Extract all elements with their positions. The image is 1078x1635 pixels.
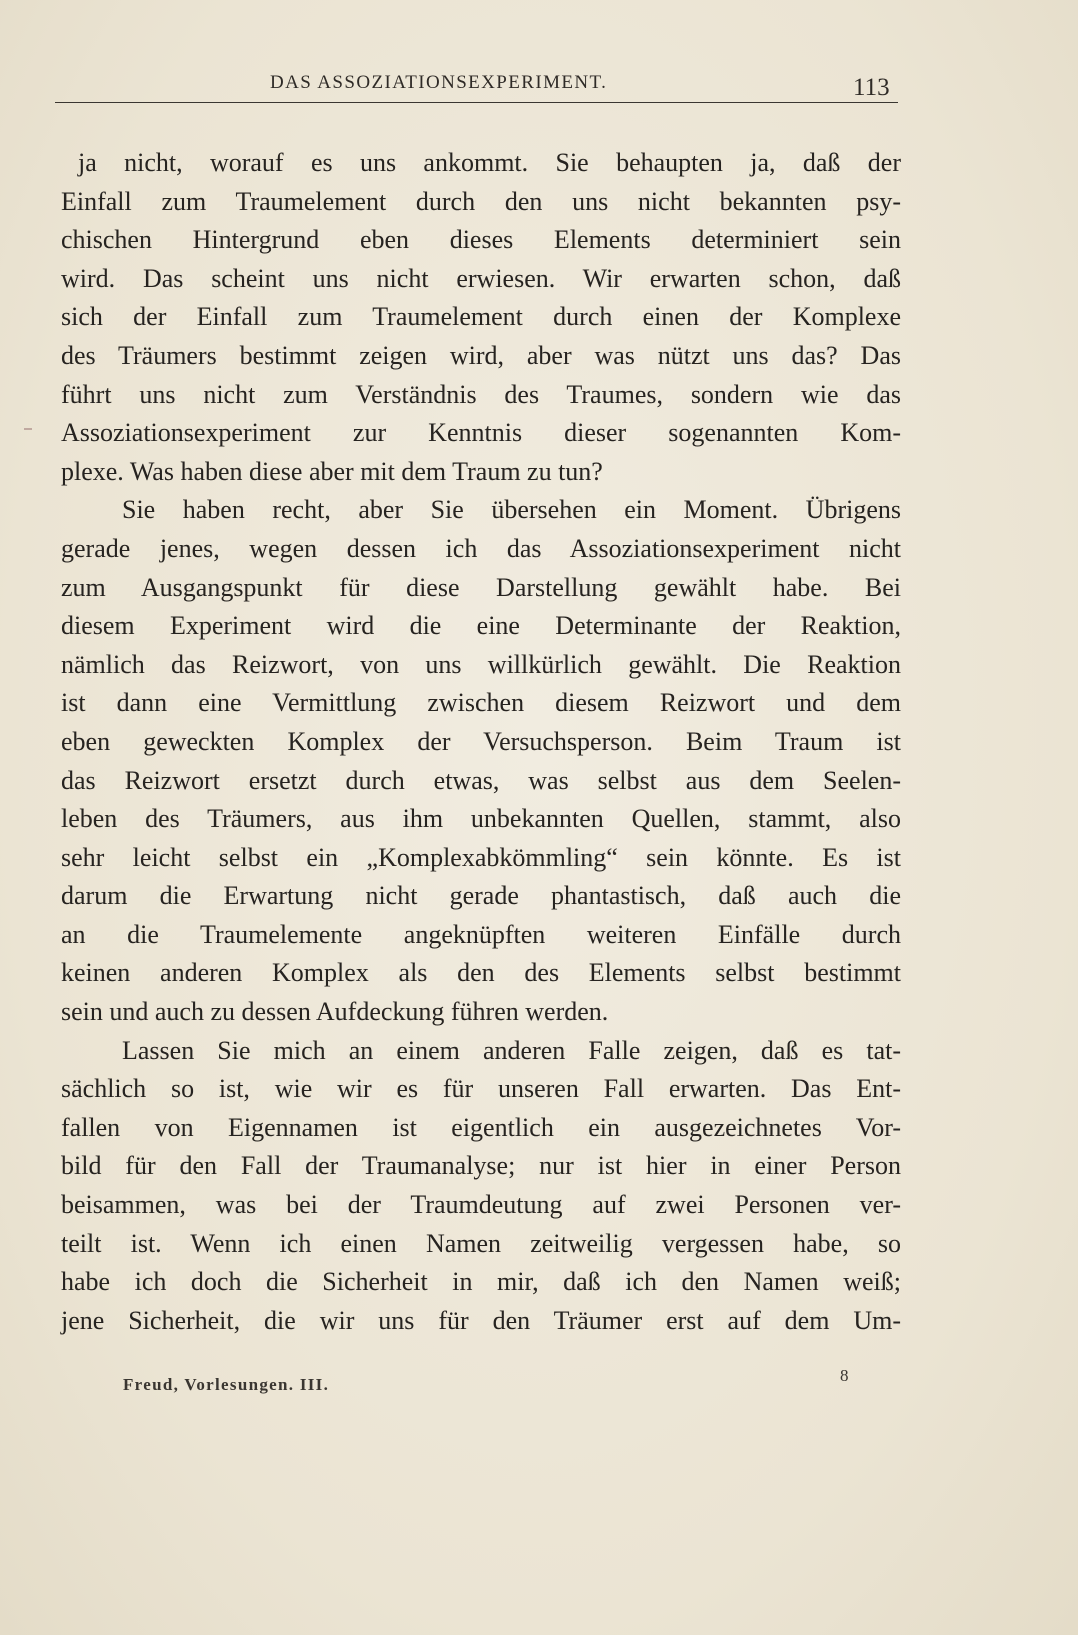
header-rule — [55, 102, 898, 103]
signature-line: Freud, Vorlesungen. III. — [123, 1375, 330, 1394]
text-line: sich der Einfall zum Traumelement durch einen der Komplexe — [61, 302, 901, 332]
text-line: an die Traumelemente angeknüpften weiteren Einfälle durch — [61, 919, 901, 949]
text-line: plexe. Was haben diese aber mit dem Traum zu tun? — [61, 456, 603, 486]
signature-number: 8 — [840, 1366, 849, 1385]
text-line: führt uns nicht zum Verständnis des Traumes, sondern wie das — [61, 379, 901, 409]
text-line: nämlich das Reizwort, von uns willkürlich gewählt. Die Reaktion — [61, 649, 901, 679]
text-line: sächlich so ist, wie wir es für unseren Fall erwarten. Das Ent- — [61, 1074, 901, 1104]
page-number: 113 — [853, 74, 890, 101]
text-line: Assoziationsexperiment zur Kenntnis dieser sogenannten Kom- — [61, 418, 901, 448]
text-line: bild für den Fall der Traumanalyse; nur ist hier in einer Person — [61, 1151, 901, 1181]
margin-mark — [24, 428, 32, 430]
body-text — [61, 144, 901, 1340]
text-line: das Reizwort ersetzt durch etwas, was selbst aus dem Seelen- — [61, 765, 901, 795]
text-line: des Träumers bestimmt zeigen wird, aber was nützt uns das? Das — [61, 340, 901, 370]
text-line: jene Sicherheit, die wir uns für den Träumer erst auf dem Um- — [61, 1305, 901, 1335]
text-line: sehr leicht selbst ein „Komplexabkömmling“ sein könnte. Es ist — [61, 842, 901, 872]
text-line: wird. Das scheint uns nicht erwiesen. Wir erwarten schon, daß — [61, 263, 901, 293]
text-line: ist dann eine Vermittlung zwischen diesem Reizwort und dem — [61, 688, 901, 718]
text-line: beisammen, was bei der Traumdeutung auf zwei Personen ver- — [61, 1190, 901, 1220]
text-line: chischen Hintergrund eben dieses Elements determiniert sein — [61, 225, 901, 255]
text-line: fallen von Eigennamen ist eigentlich ein ausgezeichnetes Vor- — [61, 1112, 901, 1142]
text-line: ja nicht, worauf es uns ankommt. Sie behaupten ja, daß der — [78, 148, 901, 177]
text-line: keinen anderen Komplex als den des Elements selbst bestimmt — [61, 958, 901, 988]
text-line: sein und auch zu dessen Aufdeckung führen werden. — [61, 997, 609, 1027]
text-line: diesem Experiment wird die eine Determinante der Reaktion, — [61, 611, 901, 641]
text-line: habe ich doch die Sicherheit in mir, daß ich den Namen weiß; — [61, 1267, 901, 1297]
text-line: Lassen Sie mich an einem anderen Falle zeigen, daß es tat- — [122, 1035, 901, 1065]
text-line: darum die Erwartung nicht gerade phantastisch, daß auch die — [61, 881, 901, 911]
running-title: DAS ASSOZIATIONSEXPERIMENT. — [270, 72, 608, 93]
text-line: leben des Träumers, aus ihm unbekannten Quellen, stammt, also — [61, 804, 901, 834]
text-line: gerade jenes, wegen dessen ich das Assoziationsexperiment nicht — [61, 533, 901, 563]
text-line: eben geweckten Komplex der Versuchsperson. Beim Traum ist — [61, 726, 901, 756]
text-line: teilt ist. Wenn ich einen Namen zeitweilig vergessen habe, so — [61, 1228, 901, 1258]
text-line: zum Ausgangspunkt für diese Darstellung gewählt habe. Bei — [61, 572, 901, 602]
text-line: Einfall zum Traumelement durch den uns nicht bekannten psy- — [61, 186, 901, 216]
text-line: Sie haben recht, aber Sie übersehen ein Moment. Übrigens — [122, 495, 901, 525]
